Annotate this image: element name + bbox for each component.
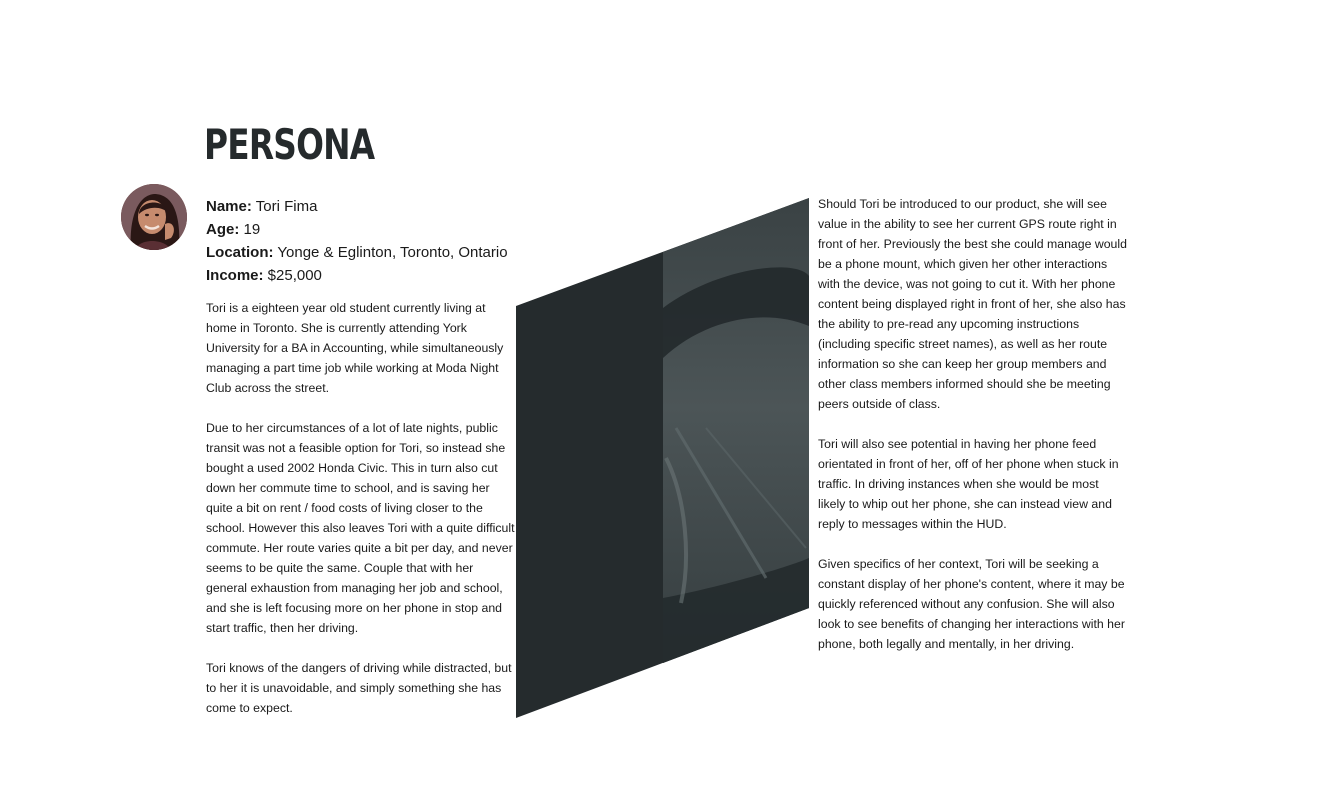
persona-facts [206,195,508,287]
location-value: Yonge & Eglinton, Toronto, Ontario [273,244,508,261]
age-value: 19 [239,221,261,238]
page-title: PERSONA [204,120,375,169]
income-value: $25,000 [263,267,322,284]
decorative-parallelogram-image [516,198,809,718]
age-row [206,218,508,241]
product-value-text [818,194,1128,674]
income-row [206,264,508,287]
persona-avatar [121,184,187,250]
background-paragraph: Tori is a eighteen year old student currently living at home in Toronto. She is currently attending York University for a BA in Accounting, while simultaneously managing a part time job while working at Moda Night Club across the street. [206,301,504,395]
product-value-paragraph: Should Tori be introduced to our product, she will see value in the ability to see her current GPS route right in front of her. Previously the best she could manage would be a phone mount, which given her other interactions with the device, was not going to cut it. With her phone content being displayed right in front of her, she also has the ability to pre-read any upcoming instructions (including specific street names), as well as her route information so she can keep her group members and other class members informed should she be meeting peers outside of class. [818,197,1127,411]
location-row [206,241,508,264]
name-row [206,195,508,218]
dangers-paragraph: Tori knows of the dangers of driving while distracted, but to her it is unavoidable, and simply something she has come to expect. [206,661,512,715]
age-label: Age: [206,221,240,238]
name-value: Tori Fima [251,198,318,215]
location-label: Location: [206,244,274,261]
traffic-potential-paragraph: Tori will also see potential in having her phone feed orientated in front of her, off of her phone when stuck in traffic. In driving instances when she would be most likely to whip out her phone, she can instead view and reply to messages within the HUD. [818,437,1119,531]
circumstances-paragraph: Due to her circumstances of a lot of late nights, public transit was not a feasible option for Tori, so instead she bought a used 2002 Honda Civic. This in turn also cut down her commute time to school, and is saving her quite a bit on rent / food costs of living closer to the school. However this also leaves Tori with a quite difficult commute. Her route varies quite a bit per day, and never seems to be quite the same. Couple that with her general exhaustion from managing her job and school, and she is left focusing more on her phone in stop and start traffic, then her driving. [206,421,515,635]
name-label: Name: [206,198,252,215]
car-mirror-photo-icon [663,198,809,663]
income-label: Income: [206,267,264,284]
woman-portrait-icon [121,184,187,250]
persona-background-text [206,298,516,738]
context-needs-paragraph: Given specifics of her context, Tori will be seeking a constant display of her phone's content, where it may be quickly referenced without any confusion. She will also look to see benefits of changing her interactions with her phone, both legally and mentally, in her driving. [818,557,1125,651]
